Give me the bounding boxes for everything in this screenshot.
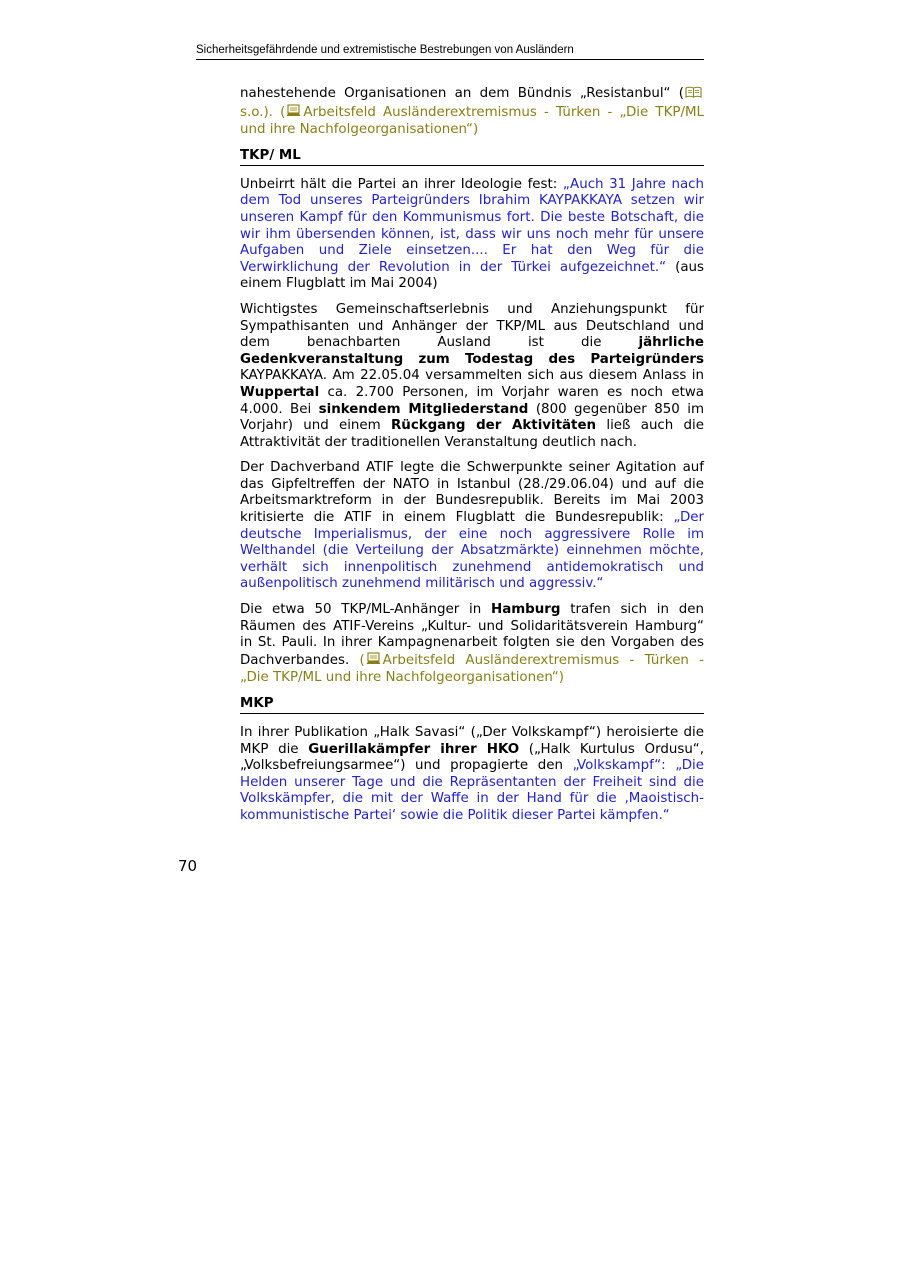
paragraph-text: In ihrer Publikation „Halk Savasi“ („Der Volkskampf“) heroisierte die MKP die <box>240 725 704 757</box>
running-head: Sicherheitsgefährdende und extremistische Bestrebungen von Ausländern <box>196 42 704 60</box>
crossref-text: s.o.). ( <box>240 104 286 120</box>
paragraph-text: KAYPAKKAYA. Am 22.05.04 versammelten sich aus diesem Anlass in <box>240 368 704 384</box>
paragraph-mkp <box>240 725 704 825</box>
bold-text: jährliche Gedenkveranstaltung zum Todestag des Parteigründers <box>240 335 704 367</box>
intro-text: nahestehende Organisationen an dem Bündnis „Resistanbul“ ( <box>240 86 684 101</box>
section-heading-mkp: MKP <box>240 696 704 714</box>
paragraph-text: Die etwa 50 TKP/ML-Anhänger in <box>240 602 491 618</box>
paragraph-ideology <box>240 177 704 293</box>
bold-text: Rückgang der Aktivitäten <box>390 418 597 434</box>
bold-text: Guerillakämpfer ihrer HKO <box>308 741 520 757</box>
quote-text: „Volkskampf“: „Die Helden unserer Tage und die Repräsentanten der Freiheit sind die Volkskämpfer, die mit der Waffe in der Hand für die ‚Maoistisch-kommunistische Partei‘ sowie die Politik dieser Partei kämpfen.“ <box>240 758 704 823</box>
paragraph-text: Wichtigstes Gemeinschaftserlebnis und Anziehungspunkt für Sympathisanten und Anhänger der TKP/ML aus Deutschland und dem benachbarten Ausland ist die <box>240 301 704 351</box>
paragraph-text: ca. 2.700 Personen, im Vorjahr waren es noch etwa 4.000. Bei <box>240 384 704 417</box>
bold-text: sinkendem Mitgliederstand <box>318 401 529 417</box>
paragraph-atif <box>240 460 704 593</box>
crossref-link[interactable]: Arbeitsfeld Ausländerextremismus - Türken - „Die TKP/ML und ihre Nachfolgeorganisationen“) <box>240 104 704 138</box>
paragraph-text: (aus einem Flugblatt im Mai 2004) <box>240 259 704 292</box>
computer-icon <box>286 104 301 123</box>
page-number: 70 <box>178 857 198 875</box>
crossref-link[interactable]: Arbeitsfeld Ausländerextremismus - Türken - „Die TKP/ML und ihre Nachfolgeorganisationen“) <box>240 652 704 686</box>
bold-text: Wuppertal <box>240 384 320 400</box>
paragraph-text: Unbeirrt hält die Partei an ihrer Ideologie fest: <box>240 176 563 192</box>
paragraph-gedenkveranstaltung <box>240 302 704 451</box>
quote-text: „Der deutsche Imperialismus, der eine noch aggressivere Rolle im Welthandel (die Verteilung der Absatzmärkte) einnehmen möchte, verhält sich innenpolitisch zunehmend antidemokratisch und außenpolitisch zunehmend militärisch und aggressiv.“ <box>240 510 704 592</box>
section-heading-tkpml: TKP/ ML <box>240 148 704 166</box>
intro-paragraph <box>240 86 704 139</box>
paragraph-text: trafen sich in den Räumen des ATIF-Vereins „Kultur- und Solidaritätsverein Hamburg“ in St. Pauli. In ihrer Kampagnenarbeit folgten sie den Vorgaben des Dachverbandes. <box>240 602 704 668</box>
paragraph-text: („Halk Kurtulus Ordusu“, „Volksbefreiungsarmee“) und propagierte den <box>240 741 704 774</box>
bold-text: Hamburg <box>490 602 561 618</box>
paragraph-text: ließ auch die Attraktivität der traditionellen Veranstaltung deutlich nach. <box>240 418 705 450</box>
book-icon <box>685 86 702 104</box>
paragraph-text: (800 gegenüber 850 im Vorjahr) und einem <box>240 401 704 434</box>
quote-text: „Auch 31 Jahre nach dem Tod unseres Parteigründers Ibrahim KAYPAKKAYA setzen wir unseren Kampf für den Kommunismus fort. Die beste Botschaft, die wir ihm übersenden können, ist, dass wir uns noch mehr für unsere Aufgaben und Ziele einsetzen.... Er hat den Weg für die Verwirklichung der Revolution in der Türkei aufgezeichnet.“ <box>240 176 705 275</box>
page-content <box>240 86 704 834</box>
paragraph-text: Der Dachverband ATIF legte die Schwerpunkte seiner Agitation auf das Gipfeltreffen der NATO in Istanbul (28./29.06.04) und auf die Arbeitsmarktreform in der Bundesrepublik. Bereits im Mai 2003 kritisierte die ATIF in einem Flugblatt die Bundesrepublik: <box>240 460 704 526</box>
computer-icon <box>366 652 381 671</box>
crossref-text: ( <box>359 652 365 668</box>
paragraph-hamburg <box>240 602 704 687</box>
